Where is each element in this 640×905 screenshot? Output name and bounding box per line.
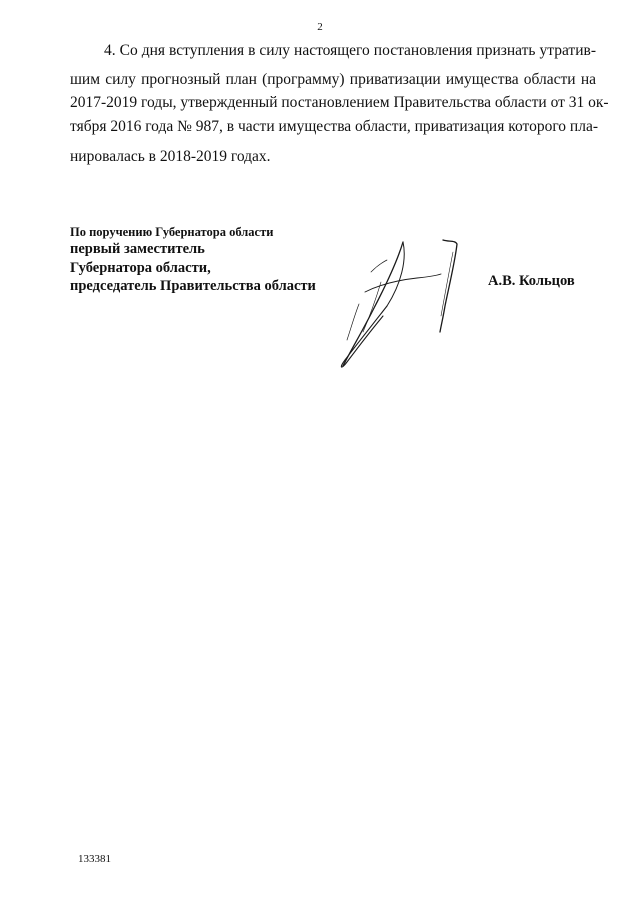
document-code: 133381 (78, 853, 111, 865)
clause-line: шим силу прогнозный план (программу) приватизации имущества области на (70, 71, 596, 88)
signer-position-line-1: первый заместитель (70, 241, 205, 257)
clause-line: нировалась в 2018-2019 годах. (70, 148, 271, 165)
clause-line: тября 2016 года № 987, в части имущества области, приватизация которого пла- (70, 118, 598, 135)
signing-authority: По поручению Губернатора области (70, 225, 274, 239)
clause-line: 4. Со дня вступления в силу настоящего постановления признать утратив- (104, 42, 596, 59)
handwritten-signature (325, 232, 475, 372)
signer-position-line-3: председатель Правительства области (70, 278, 316, 294)
clause-line: 2017-2019 годы, утвержденный постановлением Правительства области от 31 ок- (70, 94, 609, 111)
page-number: 2 (317, 21, 323, 33)
signer-name: А.В. Кольцов (488, 273, 575, 289)
signer-position-line-2: Губернатора области, (70, 260, 211, 276)
